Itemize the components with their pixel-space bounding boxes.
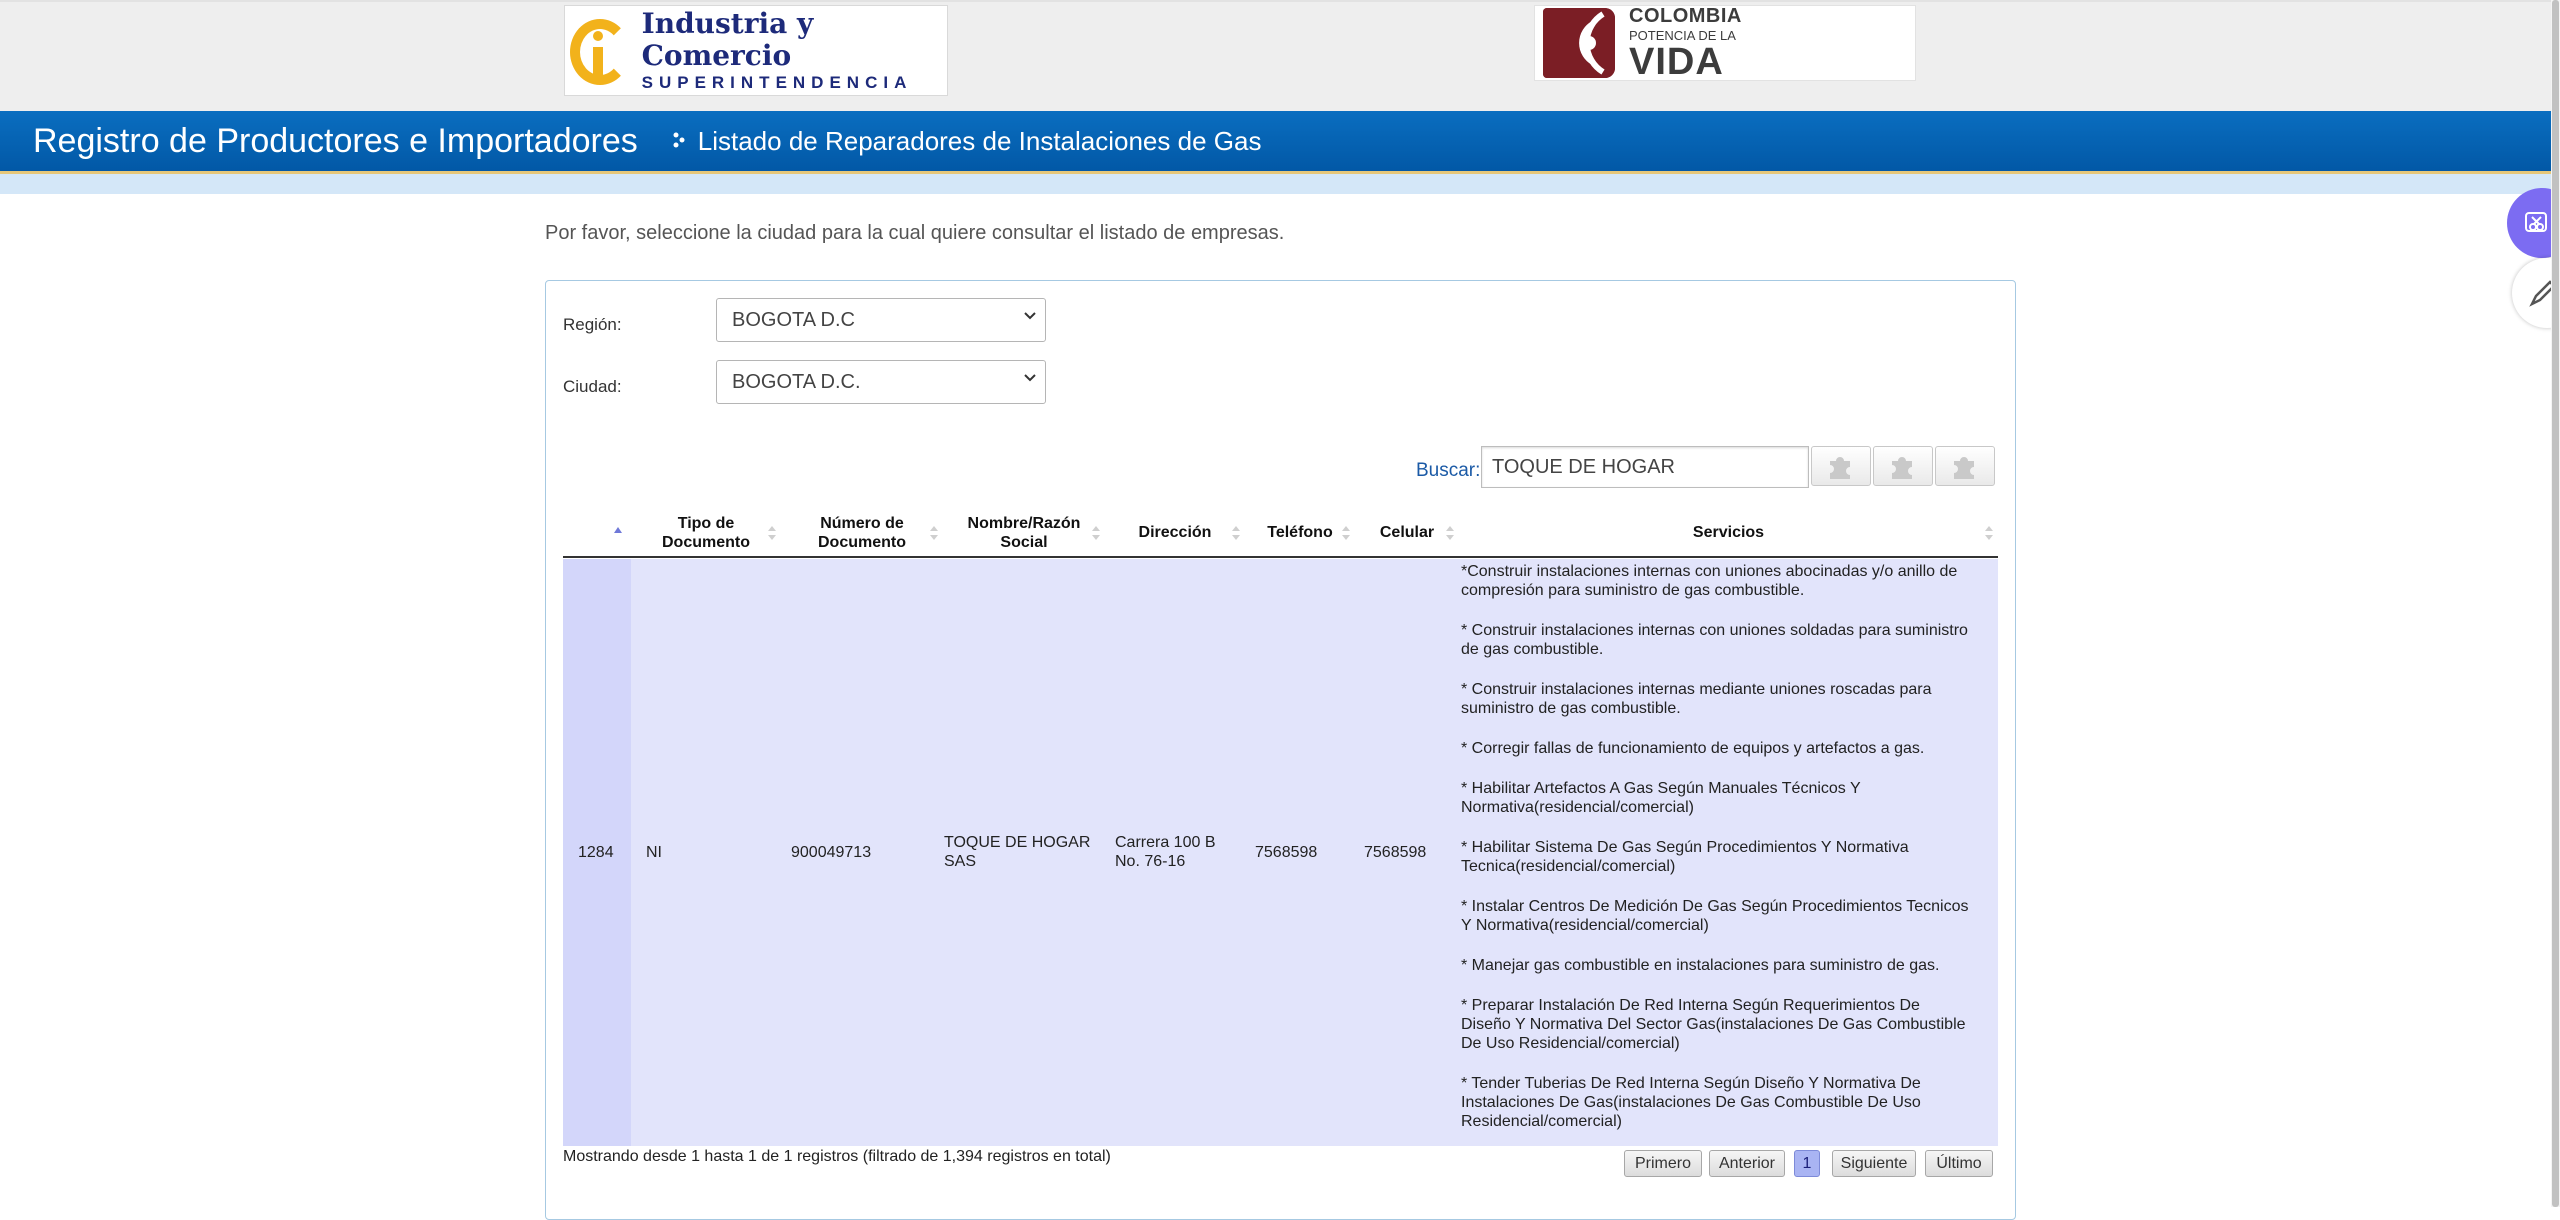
column-header-numero[interactable]: Número de Documento	[781, 507, 943, 558]
sort-both-icon	[1984, 524, 1994, 542]
sort-both-icon	[1091, 524, 1101, 542]
search-input[interactable]	[1481, 446, 1809, 488]
puzzle-icon	[1948, 449, 1982, 483]
intro-text: Por favor, seleccione la ciudad para la cual quiere consultar el listado de empresas.	[545, 222, 1285, 244]
cell-nombre: TOQUE DE HOGAR SAS	[944, 834, 1091, 870]
sic-logo-mark	[567, 11, 632, 91]
cell-direccion: Carrera 100 B No. 76-16	[1115, 834, 1216, 870]
sic-logo-line2: SUPERINTENDENCIA	[641, 72, 913, 92]
column-header-index[interactable]	[563, 507, 631, 558]
column-header-celular[interactable]: Celular	[1355, 507, 1459, 558]
sort-both-icon	[1231, 524, 1241, 542]
colombia-logo[interactable]	[1534, 5, 1916, 81]
sort-both-icon	[929, 524, 939, 542]
column-header-telefono[interactable]: Teléfono	[1245, 507, 1355, 558]
chevron-down-icon	[1023, 309, 1037, 323]
sort-both-icon	[767, 524, 777, 542]
cell-numero: 900049713	[791, 844, 872, 861]
sort-both-icon	[1445, 524, 1455, 542]
column-header-nombre[interactable]: Nombre/Razón Social	[943, 507, 1105, 558]
service-item: * Habilitar Sistema De Gas Según Procedimientos Y Normativa Tecnica(residencial/comercial)	[1461, 839, 1909, 875]
sort-asc-icon	[613, 524, 623, 542]
logo-band	[0, 0, 2560, 111]
column-header-tipo[interactable]: Tipo de Documento	[631, 507, 781, 558]
table-info: Mostrando desde 1 hasta 1 de 1 registros (filtrado de 1,394 registros en total)	[563, 1148, 1111, 1165]
breadcrumb-bullet-icon	[672, 131, 686, 154]
region-select[interactable]	[716, 298, 1046, 342]
column-header-servicios[interactable]: Servicios	[1459, 507, 1998, 558]
pagination-first-button[interactable]: Primero	[1624, 1150, 1702, 1177]
page-subtitle: Listado de Reparadores de Instalaciones de Gas	[697, 125, 1262, 156]
region-select-value: BOGOTA D.C	[732, 308, 855, 331]
cell-servicios	[1461, 562, 2559, 1152]
ciudad-select-value: BOGOTA D.C.	[732, 370, 861, 393]
cell-telefono: 7568598	[1255, 844, 1318, 861]
breadcrumb	[672, 126, 1262, 157]
sic-logo[interactable]	[564, 5, 948, 96]
pagination-next-button[interactable]: Siguiente	[1832, 1150, 1916, 1177]
sort-both-icon	[1341, 524, 1351, 542]
service-item: * Construir instalaciones internas mediante uniones roscadas para suministro de gas combustible.	[1461, 681, 1932, 717]
chevron-down-icon	[1023, 371, 1037, 385]
column-header-direccion[interactable]: Dirección	[1105, 507, 1245, 558]
pagination-prev-button[interactable]: Anterior	[1709, 1150, 1785, 1177]
search-label: Buscar:	[1416, 460, 1481, 481]
service-item: * Habilitar Artefactos A Gas Según Manuales Técnicos Y Normativa(residencial/comercial)	[1461, 780, 1861, 816]
puzzle-icon	[1824, 449, 1858, 483]
service-item: * Instalar Centros De Medición De Gas Según Procedimientos Tecnicos Y Normativa(residencial/comercial)	[1461, 898, 1969, 934]
colombia-logo-line2: POTENCIA DE LA	[1629, 27, 1736, 43]
region-label: Región:	[563, 315, 622, 334]
service-item: * Manejar gas combustible en instalaciones para suministro de gas.	[1461, 957, 1940, 974]
cell-celular: 7568598	[1364, 844, 1427, 861]
ciudad-select[interactable]	[716, 360, 1046, 404]
plugin-button-1[interactable]	[1811, 446, 1871, 486]
colombia-logo-line1: COLOMBIA	[1629, 4, 1742, 27]
cell-id: 1284	[578, 844, 614, 861]
search-input-value: TOQUE DE HOGAR	[1492, 455, 1675, 478]
ciudad-label: Ciudad:	[563, 377, 622, 396]
service-item: * Tender Tuberias De Red Interna Según Diseño Y Normativa De Instalaciones De Gas(instalaciones De Gas Combustible De Uso Residencial/comercial)	[1461, 1075, 1921, 1130]
colombia-logo-line3: VIDA	[1629, 40, 1724, 83]
puzzle-icon	[1886, 449, 1920, 483]
cell-tipo: NI	[646, 844, 662, 861]
plugin-button-2[interactable]	[1873, 446, 1933, 486]
sic-logo-line1: Industria y Comercio	[641, 6, 814, 72]
pagination-page-1[interactable]: 1	[1794, 1150, 1820, 1177]
service-item: *Construir instalaciones internas con uniones abocinadas y/o anillo de compresión para suministro de gas combustible.	[1461, 563, 1958, 599]
service-item: * Corregir fallas de funcionamiento de equipos y artefactos a gas.	[1461, 740, 1925, 757]
page-title: Registro de Productores e Importadores	[33, 121, 638, 160]
service-item: * Preparar Instalación De Red Interna Según Requerimientos De Diseño Y Normativa Del Sector Gas(instalaciones De Gas Combustible De Uso Residencial/comercial)	[1461, 997, 1966, 1052]
header-strip	[0, 174, 2560, 194]
header-bar	[0, 111, 2560, 171]
table-header	[563, 507, 1998, 558]
service-item: * Construir instalaciones internas con uniones soldadas para suministro de gas combustible.	[1461, 622, 1968, 658]
colombia-logo-mark	[1543, 8, 1615, 78]
plugin-button-3[interactable]	[1935, 446, 1995, 486]
pagination-last-button[interactable]: Último	[1925, 1150, 1993, 1177]
